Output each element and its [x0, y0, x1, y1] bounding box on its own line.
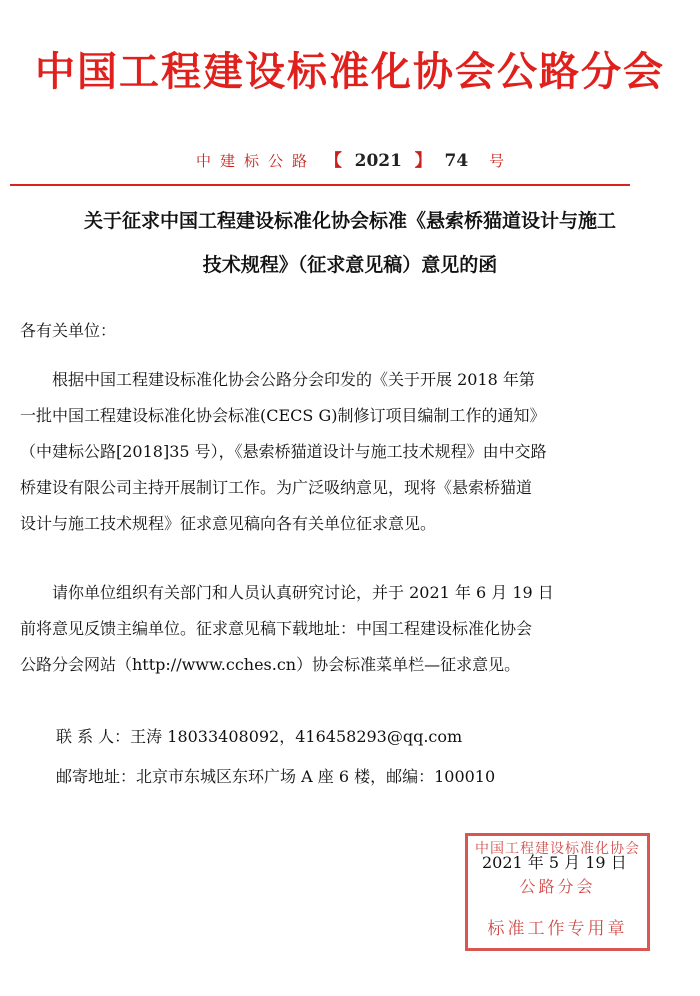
organization-header: 中国工程建设标准化协会公路分会: [35, 49, 665, 95]
doc-number-prefix: 中建标公路: [196, 152, 317, 170]
signature-date: 2021 年 5 月 19 日: [482, 853, 627, 872]
red-divider: [10, 184, 630, 186]
doc-number-value: 74: [444, 151, 469, 171]
doc-number-bracket-open: 【: [324, 151, 342, 171]
contact-person: 联 系 人：王涛 18033408092，416458293@qq.com: [56, 727, 463, 746]
doc-number-bracket-close: 】: [414, 151, 432, 171]
paragraph-line: 前将意见反馈主编单位。征求意见稿下载地址：中国工程建设标准化协会: [20, 619, 533, 638]
seal-line-1: 中国工程建设标准化协会: [475, 841, 640, 857]
paragraph-line: 设计与施工技术规程》征求意见稿向各有关单位征求意见。: [20, 514, 437, 533]
body-paragraph-1: [20, 362, 630, 542]
paragraph-line: 请你单位组织有关部门和人员认真研究讨论，并于 2021 年 6 月 19 日: [20, 583, 554, 602]
document-number: [0, 146, 700, 171]
body-paragraph-2: [20, 575, 630, 683]
document-title-line-2: 技术规程》（征求意见稿）意见的函: [202, 254, 498, 276]
doc-number-year: 2021: [354, 151, 402, 171]
paragraph-line: 根据中国工程建设标准化协会公路分会印发的《关于开展 2018 年第: [20, 370, 535, 389]
seal-line-2: 公路分会: [519, 877, 596, 896]
paragraph-line: 公路分会网站（http://www.cches.cn）协会标准菜单栏—征求意见。: [20, 655, 521, 674]
paragraph-line: 一批中国工程建设标准化协会标准(CECS G)制修订项目编制工作的通知》: [20, 406, 546, 425]
mailing-address: 邮寄地址：北京市东城区东环广场 A 座 6 楼，邮编：100010: [56, 767, 496, 786]
paragraph-line: （中建标公路[2018]35 号），《悬索桥猫道设计与施工技术规程》由中交路: [20, 442, 547, 461]
document-title-line-1: 关于征求中国工程建设标准化协会标准《悬索桥猫道设计与施工: [83, 210, 616, 232]
doc-number-suffix: 号: [488, 152, 504, 170]
salutation: 各有关单位：: [20, 321, 117, 340]
paragraph-line: 桥建设有限公司主持开展制订工作。为广泛吸纳意见，现将《悬索桥猫道: [20, 478, 533, 497]
seal-line-3: 标准工作专用章: [487, 919, 628, 939]
